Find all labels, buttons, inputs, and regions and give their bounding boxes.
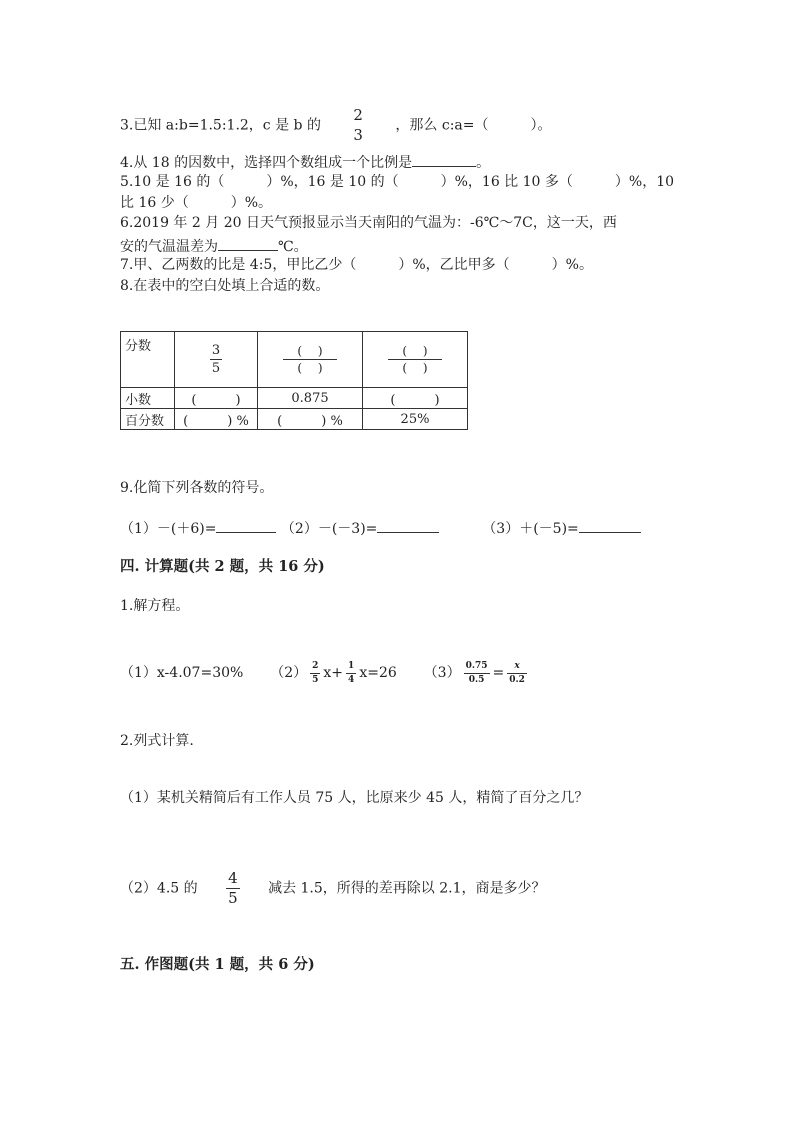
cell-percent-value: 25% (363, 409, 468, 430)
fraction-decimal-percent-table (120, 331, 468, 430)
calc-2-part-2-prefix: （2）4.5 的 (120, 880, 198, 897)
answer-blank[interactable] (412, 150, 476, 167)
calc-2-part-2-suffix: 减去 1.5，所得的差再除以 2.1，商是多少？ (268, 880, 546, 897)
row-label-percent: 百分数 (121, 409, 175, 430)
question-7: 7.甲、乙两数的比是 4:5，甲比乙少（ ）%，乙比甲多（ ）%。 (120, 257, 593, 273)
question-5-line-1: 5.10 是 16 的（ ）%，16 是 10 的（ ）%，16 比 10 多（ ）%，10 (120, 174, 675, 190)
question-9-part-1: （1）－(＋6)= (120, 521, 217, 537)
table-row-decimal (121, 388, 468, 409)
question-4-text: 4.从 18 的因数中，选择四个数组成一个比例是 (120, 155, 413, 171)
calc-2-part-1: （1）某机关精简后有工作人员 75 人，比原来少 45 人，精简了百分之几？ (120, 790, 589, 806)
fraction-two-thirds: 2 3 (353, 106, 363, 144)
cell-decimal-blank-1[interactable]: ( ) (175, 388, 258, 409)
question-6-unit: ℃。 (278, 239, 308, 255)
fraction-three-fifths: $\frac{3}{5}$ (211, 343, 221, 376)
fraction-two-fifths: $\frac{2}{5}$ (312, 660, 319, 685)
cell-percent-blank-1[interactable]: ( ) % (175, 409, 258, 430)
section-5-heading: 五. 作图题(共 1 题，共 6 分) (120, 956, 315, 973)
fraction-blank: $\frac{( )}{( )}$ (388, 345, 442, 374)
equation-2-mid: x+ (323, 665, 344, 681)
fraction-four-fifths: $\frac{4}{5}$ (228, 869, 238, 907)
question-8: 8.在表中的空白处填上合适的数。 (120, 278, 330, 294)
answer-blank[interactable] (377, 516, 439, 533)
cell-fraction-blank-1[interactable] (258, 332, 363, 388)
answer-blank[interactable] (218, 234, 278, 251)
answer-blank[interactable] (579, 516, 641, 533)
row-label-decimal: 小数 (121, 388, 175, 409)
question-9-title: 9.化简下列各数的符号。 (120, 480, 274, 496)
equals-sign: = (492, 665, 505, 681)
question-6-line-2 (120, 234, 308, 257)
equation-3-label: （3） (423, 665, 461, 681)
calc-2-part-2 (120, 871, 546, 906)
section-4-heading: 四. 计算题(共 2 题，共 16 分) (120, 558, 325, 575)
question-3-prefix: 3.已知 a:b=1.5:1.2，c 是 b 的 (120, 117, 321, 134)
fraction-x-over-02: $\frac{x}{0.2}$ (509, 660, 525, 685)
cell-decimal-value: 0.875 (258, 388, 363, 409)
question-6-line-1: 6.2019 年 2 月 20 日天气预报显示当天南阳的气温为：-6℃～7C，这一天，西 (120, 215, 617, 231)
fraction-075-over-05: $\frac{0.75}{0.5}$ (465, 660, 488, 685)
calc-2-title: 2.列式计算. (120, 733, 194, 749)
calc-1-title: 1.解方程。 (120, 598, 190, 614)
equation-1: （1）x-4.07=30% (120, 665, 244, 681)
cell-decimal-blank-2[interactable]: ( ) (363, 388, 468, 409)
cell-percent-blank-2[interactable]: ( ) % (258, 409, 363, 430)
row-label-fraction: 分数 (121, 332, 175, 388)
question-3-suffix: ，那么 c:a=（ ）。 (395, 117, 552, 134)
table-row-fraction (121, 332, 468, 388)
question-5-line-2: 比 16 少（ ）%。 (120, 195, 273, 211)
equation-2-label: （2） (270, 665, 308, 681)
answer-blank[interactable] (216, 516, 276, 533)
question-4-end: 。 (476, 155, 491, 171)
question-9-parts (120, 516, 641, 539)
equation-2-end: x=26 (359, 665, 397, 681)
fraction-one-quarter: $\frac{1}{4}$ (348, 660, 355, 685)
cell-fraction-given (175, 332, 258, 388)
question-6-text: 安的气温温差为 (120, 239, 218, 255)
question-9-part-3: （3）＋(－5)= (482, 521, 579, 537)
calc-1-equations (120, 660, 530, 686)
table-row-percent (121, 409, 468, 430)
cell-fraction-blank-2[interactable] (363, 332, 468, 388)
question-4 (120, 150, 490, 173)
question-9-part-2: （2）－(－3)= (280, 521, 378, 537)
question-3 (120, 108, 552, 143)
fraction-blank: $\frac{( )}{( )}$ (283, 345, 337, 374)
